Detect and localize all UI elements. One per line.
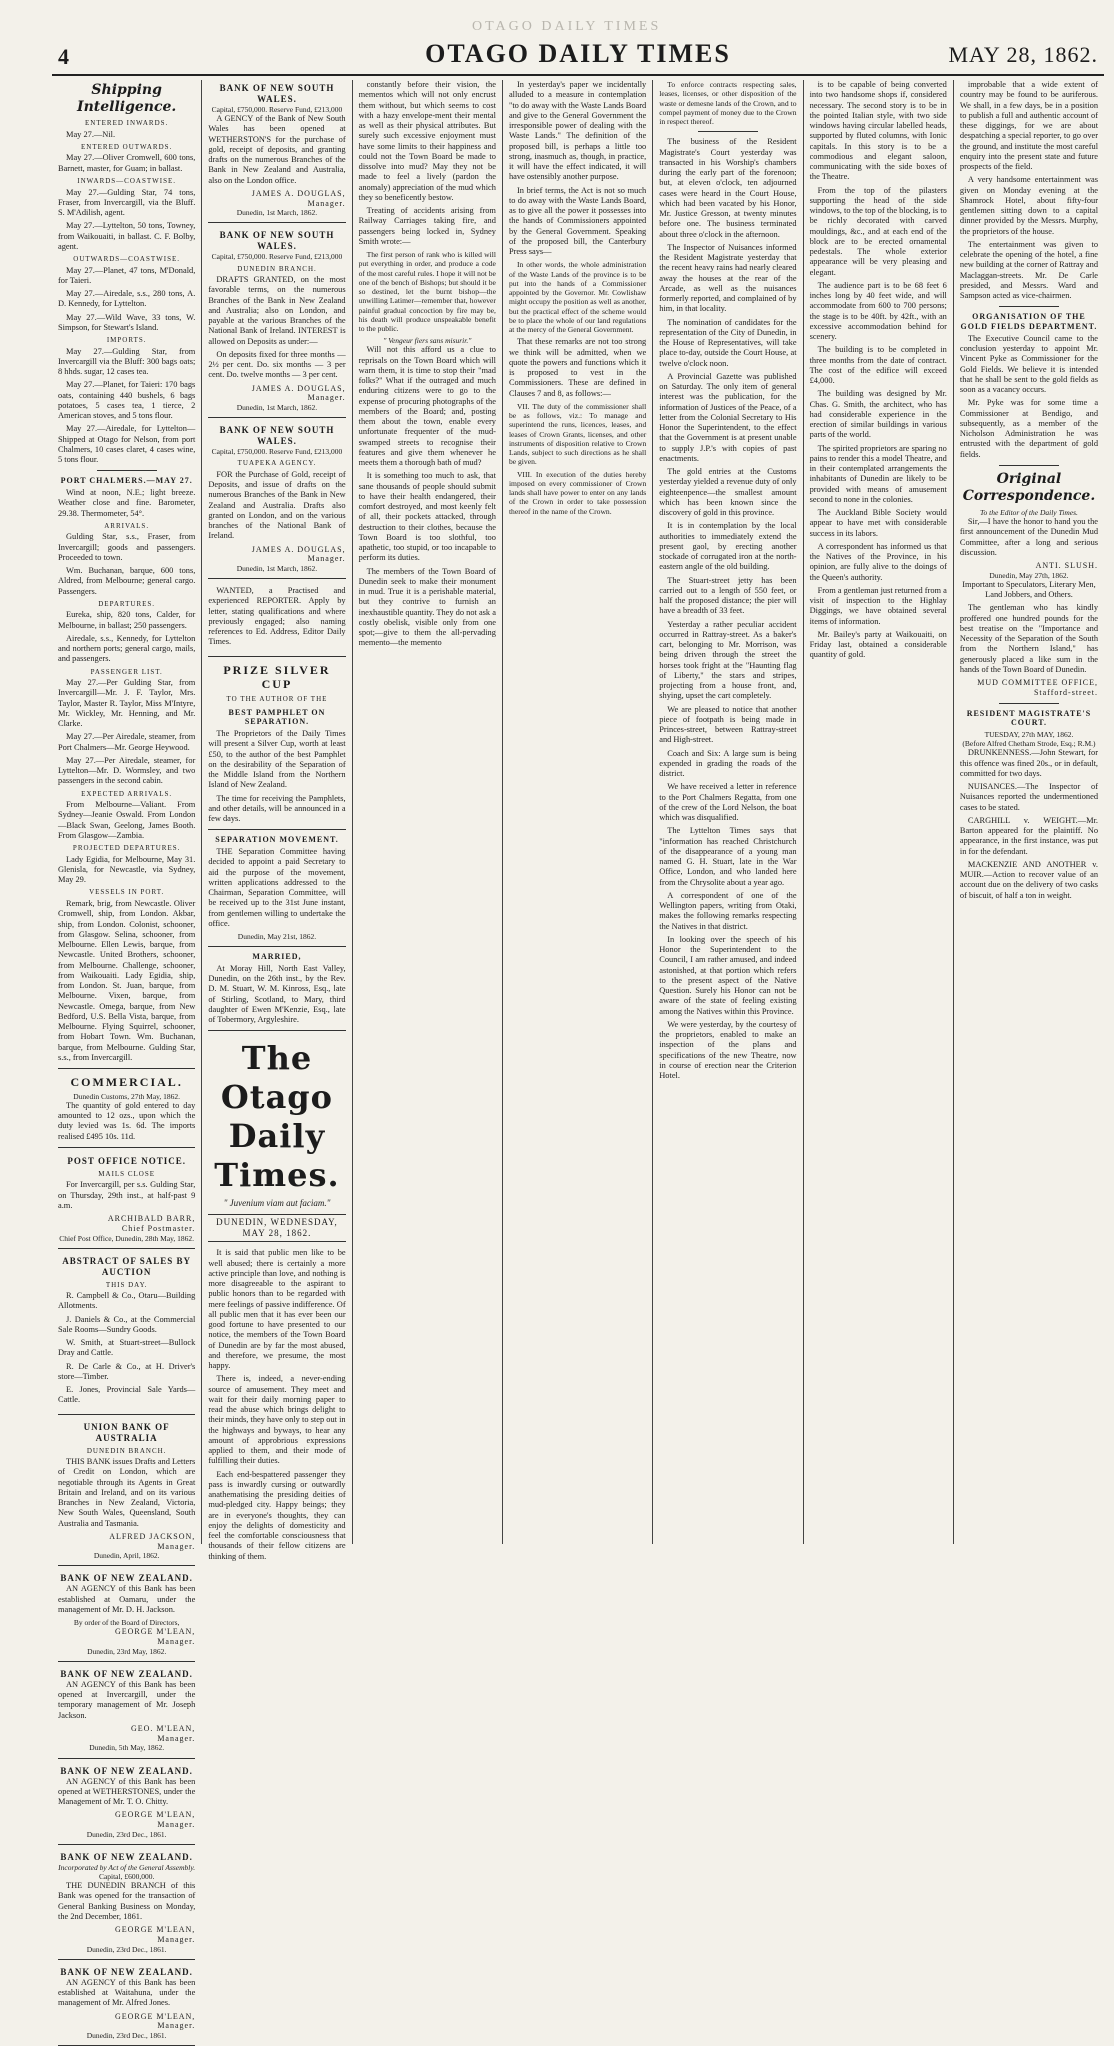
outwards-coastwise-entry: May 27.—Planet, 47 tons, M'Donald, for Taieri.	[58, 265, 196, 285]
newspaper-page	[52, 16, 1104, 2041]
post-office-text: For Invercargill, per s.s. Gulding Star, on Thursday, 29th inst., at half-past 9 a.m.	[58, 1180, 196, 1210]
bnz-incorporated: Incorporated by Act of the General Assembly.	[58, 1862, 196, 1872]
news-item: Mr. Bailey's party at Waikouaiti, on Friday last, obtained a considerable quantity of gold.	[809, 629, 947, 660]
news-item: The business of the Resident Magistrate's Court yesterday was transacted in his Worship's chambers during the early part of the forenoon; but, at eleven o'clock, ten adjourned cases were heard in the Court House, which had been vacated by his Honor, Mr. Justice Gresson, at twenty minutes before one. The business terminated about three o'clock in the afternoon.	[659, 137, 797, 239]
leader-paragraph: It is said that public men like to be well abused; there is certainly a more active principle than love, and nothing is more disagreeable to the aspirant to public honors than to be regarded with mere feelings of passive indifference. Of all public men that it has ever been our good fortune to have presented to our notice, the members of the Town Board of Dunedin are by far the most abused, and therefore, we presume, the most happy.	[208, 1248, 346, 1371]
news-item: A Provincial Gazette was published on Saturday. The only item of general interest was the publication, for the information of Justices of the Peace, of a letter from the Colonial Secretary to His Honor the Superintendent, to the effect that the Government is at present unable to supply J.P.'s with copies of past enactments.	[659, 371, 797, 463]
union-bank-date: Dunedin, April, 1862.	[93, 1551, 160, 1561]
divider	[58, 1068, 195, 1069]
quoted-passage: In other words, the whole administration of the Waste Lands of the province is to be put into the hands of a Commissioner appointed by the Governor. Mr. Cowlishaw might occupy the position as well as another, but the practical effect of the scheme would be to place the whole of our land regulations at the mercy of the General Government.	[508, 260, 647, 334]
wanted-text: WANTED, a Practised and experienced REPORTER. Apply by letter, stating qualifications and where previously engaged; also naming references to Ed. Address, Editor Daily Times.	[208, 586, 346, 647]
news-item: Coach and Six: A large sum is being expended in grading the roads of the district.	[659, 748, 797, 778]
nsw-date: Dunedin, 1st March, 1862.	[236, 403, 318, 413]
mud-committee-address: Stafford-street.	[1033, 687, 1099, 697]
nsw-text: A GENCY of the Bank of New South Wales has been opened at WETHERSTON'S for the purchase of gold, receipt of deposits, and granting drafts on the numerous Branches of the Bank in New Zealand and Australia, also on the London office.	[208, 114, 346, 185]
newspaper-flag: The Otago Daily Times.	[214, 1039, 340, 1195]
news-item: The Inspector of Nuisances informed the Resident Magistrate yesterday that the recent heavy rains had nearly cleared away the houses at the rear of the Arcade, as well as the nuisances formerly reported, and complained of by him, in that locality.	[659, 242, 797, 314]
nsw-wetherstones-ad	[208, 80, 345, 223]
bnz-signature: GEORGE M'LEAN,	[114, 2011, 196, 2021]
nsw-agency: TUAPEKA AGENCY.	[237, 459, 317, 468]
publication-date: MAY 28, 1862.	[948, 42, 1098, 67]
nsw-dunedin-ad	[208, 227, 345, 418]
court-before: (Before Alfred Chetham Strode, Esq.; R.M.)	[962, 739, 1096, 749]
mails-close-heading: MAILS CLOSE	[98, 1169, 155, 1178]
mud-notice-heading: Important to Speculators, Literary Men, Land Jobbers, and Others.	[962, 579, 1096, 600]
divider	[208, 1030, 345, 1031]
vessels-in-port-heading: VESSELS IN PORT.	[89, 888, 165, 897]
news-item: The entertainment was given to celebrate the opening of the hotel, a fine new building at the corner of Rattray and Maclaggan-streets. Mr. De Carle presided, and Messrs. Ward and Sampson acted as vice-chairmen.	[959, 239, 1099, 300]
news-item: The gold entries at the Customs yesterday yielded a revenue duty of only eighteenpence—the smallest amount which has been known since the discovery of gold in this province.	[659, 467, 797, 517]
bnz-signature: GEORGE M'LEAN,	[114, 1925, 196, 1935]
divider	[208, 946, 345, 947]
leader-paragraph: It is something too much to ask, that sane thousands of people should submit to have their health endangered, their comfort destroyed, and most keenly felt of all, their pockets attacked, through destruction to their clothes, because the Town Board is too slothful, too apathetic, too stupid, or too incapable to perform its duties.	[358, 471, 496, 563]
import-entry: May 27.—Planet, for Taieri: 170 bags oats, containing 440 bushels, 6 bags potatoes, 5 cases tea, 1 tierce, 2 American stoves, and 5 tons flour.	[58, 380, 196, 421]
bnz-by-order: By order of the Board of Directors,	[73, 1618, 180, 1628]
news-item: A very handsome entertainment was given on Monday evening at the Shamrock Hotel, about fifty-four gentlemen sitting down to a capital dinner provided by the Messrs. Murphy, the proprietors of the house.	[959, 175, 1099, 236]
nsw-text: FOR the Purchase of Gold, receipt of Deposits, and issue of drafts on the numerous Branches of the Bank in New Zealand and Australia. Drafts also granted on London, and on the various branches of the National Bank of Ireland.	[208, 469, 346, 541]
nsw-signature: JAMES A. DOUGLAS,	[251, 188, 346, 198]
prize-cup-sub1: TO THE AUTHOR OF THE	[226, 694, 328, 703]
news-item: The spirited proprietors are sparing no pains to render this a model Theatre, and in their contemplated arrangements the inhabitants of Dunedin are likely to be provided with means of amusement second to none in the colonies.	[809, 443, 947, 504]
news-item: The Executive Council came to the conclusion yesterday to appoint Mr. Vincent Pyke as Commissioner for the Gold Fields. We believe it is intended that he shall be sent to the gold fields as soon as a vacancy occurs.	[959, 333, 1099, 394]
post-office-notice	[58, 1153, 195, 1249]
coastwise-entry: May 27.—Gulding Star, 74 tons, Fraser, from Invercargill, via the Bluff. S. M'Adilish, agent.	[58, 187, 196, 217]
bnz-wetherstones-ad	[58, 1763, 195, 1845]
ghost-bleedthrough-text: OTAGO DAILY TIMES	[472, 19, 662, 34]
court-case: CARGHILL v. WEIGHT.—Mr. Barton appeared for the plaintiff. No appearance, in the first instance, was put in for the defendant.	[959, 815, 1099, 856]
entered-outwards-heading: ENTERED OUTWARDS.	[81, 142, 173, 151]
bnz-invercargill-ad	[58, 1666, 195, 1759]
leader-paragraph: Will not this afford us a clue to reprisals on the Town Board which will warn them, it is time to stop their "mad folks?" What if the outraged and much enduring citizens were to go to the expense of procuring photographs of the members of the Board; and, posting them about the town, enable every unfortunate frequenter of the mud-swamped streets to recognise their features and give them whenever he meets them a thorough bath of mud?	[358, 345, 496, 468]
newspaper-motto: " Juvenium viam aut faciam."	[223, 1197, 331, 1208]
gold-fields-heading: ORGANISATION OF THE GOLD FIELDS DEPARTMENT.	[960, 312, 1098, 331]
bnz-text: AN AGENCY of this Bank has been established at Waitahuna, under the management of Mr. Alfred Jones.	[58, 1977, 196, 2008]
page-number: 4	[58, 44, 69, 69]
news-item: The nomination of candidates for the representation of the City of Dunedin, in the House of Representatives, will take place to-day, outside the Court House, at twelve o'clock noon.	[659, 317, 797, 368]
letter-text: Sir,—I have the honor to hand you the first announcement of the Dunedin Mud Committee, after a long and serious discussion.	[959, 517, 1099, 557]
union-bank-role: Manager.	[157, 1541, 196, 1551]
prize-cup-title: PRIZE SILVER CUP	[223, 662, 331, 692]
nsw-rates: On deposits fixed for three months — 2½ per cent. Do. six months — 3 per cent. Do. twelve months — 3 per cent.	[208, 349, 346, 380]
mud-committee-signature: MUD COMMITTEE OFFICE,	[977, 678, 1099, 688]
divider	[698, 131, 758, 132]
divider	[999, 306, 1059, 307]
news-item: The building was designed by Mr. Chas. G. Smith, the architect, who has had considerable experience in the erection of similar buildings in various parts of the world.	[809, 389, 947, 440]
column-1	[52, 80, 202, 2041]
arrivals-heading: ARRIVALS.	[104, 521, 150, 530]
post-office-title: POST OFFICE NOTICE.	[67, 1155, 186, 1166]
sale-entry: R. Campbell & Co., Otaru—Building Allotments.	[58, 1291, 196, 1311]
nsw-branch: DUNEDIN BRANCH.	[237, 264, 317, 273]
news-item: Yesterday a rather peculiar accident occurred in Rattray-street. As a baker's cart, belonging to Mr. Morrison, was being driven through the street the horses took fright at the "Haunting flag of Liberty," the stars and stripes, projecting from a house front, and, shying, upset the cart completely.	[659, 619, 797, 701]
nsw-role: Manager.	[307, 198, 346, 208]
bnz-waitahuna-ad	[58, 1964, 195, 2046]
court-case: NUISANCES.—The Inspector of Nuisances reported the undermentioned cases to be stated.	[959, 782, 1099, 812]
correspondence-title: Original Correspondence.	[962, 470, 1096, 504]
leader-paragraph: constantly before their vision, the mementos which will not only encrust them without, but which seems to cost with a hazy envelope-ment their mental as well as their physical attributes. But surely such excessive enjoyment must have some limits to their happiness and could not the Town Board be made to dissolve into mud? May they not be made to feel a lively (pardon the anomaly) appreciation of the mud which they so beneficently bestow.	[358, 80, 496, 202]
outwards-entry: May 27.—Oliver Cromwell, 600 tons, Barnett, master, for Guam; in ballast.	[58, 153, 196, 173]
news-item: It is in contemplation by the local authorities to immediately extend the present gaol, by erecting another stockade of corrugated iron at the north-eastern angle of the old building.	[659, 521, 797, 572]
bnz-title: BANK OF NEW ZEALAND.	[60, 1851, 193, 1862]
editorial-dateline: DUNEDIN, WEDNESDAY, MAY 28, 1862.	[208, 1214, 345, 1242]
weather-report: Wind at noon, N.E.; light breeze. Weather close and fine. Barometer, 29.38. Thermometer, 54°.	[58, 488, 196, 518]
departure-entry: Eureka, ship, 820 tons, Calder, for Melbourne, in ballast; 250 passengers.	[58, 610, 196, 630]
news-item: In looking over the speech of his Honor the Superintendent to the Council, I am rather amused, and indeed astonished, at that portion which refers to the present aspect of the Native Question. Surely his Honor can not be aware of the state of feeling existing among the Natives within this Province.	[659, 934, 797, 1016]
union-bank-text: THIS BANK issues Drafts and Letters of Credit on London, which are negotiable through its Agents in Great Britain and Ireland, and on its various Branches in New Zealand, Victoria, New South Wales, Queensland, South Australia and Tasmania.	[58, 1457, 196, 1528]
news-item: The Auckland Bible Society would appear to have met with considerable success in its labors.	[809, 508, 947, 538]
passenger-list-heading: PASSENGER LIST.	[90, 667, 163, 676]
news-item: We have received a letter in reference to the Port Chalmers Regatta, from one of the crew of the Lord Nelson, the boat which was disqualified.	[659, 782, 797, 822]
quote-attribution: " Vengeur fiers sans misurir."	[383, 336, 472, 346]
news-item: We were yesterday, by the courtesy of the proprietors, enabled to make an inspection of the plans and specifications of the new Theatre, now in course of erection near the Criterion Hotel.	[659, 1019, 797, 1080]
clause-text: VIII. In execution of the duties hereby imposed on every commissioner of Crown lands shall have power to enter on any lands of the Crown in order to take possession thereof in the name of the Crown.	[508, 469, 647, 516]
bnz-title: BANK OF NEW ZEALAND.	[60, 1765, 193, 1776]
bnz-date: Dunedin, 23rd Dec., 1861.	[86, 2031, 167, 2041]
entered-inwards-heading: ENTERED INWARDS.	[85, 119, 169, 128]
nsw-capital: Capital, £750,000. Reserve Fund, £213,000	[211, 447, 343, 457]
bnz-role: Manager.	[157, 1733, 196, 1743]
shipping-title: Shipping Intelligence.	[77, 82, 177, 116]
departures-heading: DEPARTURES.	[98, 599, 156, 608]
bnz-text: AN AGENCY of this Bank has been opened at WETHERSTONES, under the Management of Mr. T. O. Chitty.	[58, 1776, 196, 1807]
leader-paragraph: That these remarks are not too strong we think will be admitted, when we quote the powers and functions which it is proposed to vest in the Commissioners. These are defined in Clauses 7 and 8, as follows:—	[508, 337, 647, 398]
bnz-title: BANK OF NEW ZEALAND.	[60, 1966, 193, 1977]
bnz-role: Manager.	[157, 1637, 196, 1647]
bnz-signature: GEORGE M'LEAN,	[114, 1810, 196, 1820]
bnz-title: BANK OF NEW ZEALAND.	[60, 1668, 193, 1679]
married-title: MARRIED,	[252, 952, 302, 962]
post-office-place: Chief Post Office, Dunedin, 28th May, 1862.	[59, 1233, 195, 1243]
prize-cup-text: The Proprietors of the Daily Times will present a Silver Cup, worth at least £50, to the author of the best Pamphlet on the desirability of the Separation of the Middle Island from the Northern Island of New Zealand.	[208, 729, 346, 790]
nsw-signature: JAMES A. DOUGLAS,	[251, 544, 346, 554]
departure-entry: Airedale, s.s., Kennedy, for Lyttelton and northern ports; general cargo, mails, and passengers.	[58, 633, 196, 664]
auction-title: ABSTRACT OF SALES BY AUCTION	[62, 1255, 192, 1277]
nsw-title: BANK OF NEW SOUTH WALES.	[219, 425, 335, 447]
news-item: We are pleased to notice that another piece of footpath is being made in Princes-street, between Rattray-street and High-street.	[659, 704, 797, 745]
divider	[999, 703, 1059, 704]
news-item: improbable that a wide extent of country may be found to be auriferous. We shall, in a few days, be in a position to publish a full and authentic account of these diggings, for we are about despatching a special reporter, to go over the ground, and institute the most careful enquiry into the present state and future prospects of the field.	[959, 80, 1099, 171]
sale-entry: W. Smith, at Stuart-street—Bullock Dray and Cattle.	[58, 1338, 196, 1358]
import-entry: May 27.—Gulding Star, from Invercargill via the Bluff: 300 bags oats; 8 hhds. sugar, 12 cases tea.	[58, 346, 196, 377]
court-case: MACKENZIE AND ANOTHER v. MUIR.—Action to recover value of an account due on the delivery of two casks of biscuit, of half a ton in weight.	[959, 859, 1099, 900]
letter-date: Dunedin, May 27th, 1862.	[989, 570, 1069, 580]
news-item: The Stuart-street jetty has been carried out to a length of 550 feet, or half the proposed distance; the pier will have a breadth of 33 feet.	[659, 575, 797, 616]
sale-entry: R. De Carle & Co., at H. Driver's store—Timber.	[58, 1361, 196, 1381]
nsw-date: Dunedin, 1st March, 1862.	[236, 208, 318, 218]
inwards-coastwise-heading: INWARDS—COASTWISE.	[77, 176, 176, 185]
news-item: The audience part is to be 68 feet 6 inches long by 40 feet wide, and will accommodate from 600 to 700 persons; the stage is to be 40ft. by 42ft., with an excessive accommodation behind for scenery.	[809, 280, 947, 341]
vessels-list: Remark, brig, from Newcastle. Oliver Cromwell, ship, from London. Akbar, ship, from London. Colonist, schooner, from Glasgow. Selina, schooner, from Melbourne. Ellen Lewis, barque, from Newcastle. United Brothers, schooner, from Melbourne. Challenge, schooner, from Waikouaiti. Lady Egidia, ship, from London. St. Juan, barque, from Melbourne. Vixen, barque, from Newcastle. Omega, barque, from New Bedford, U.S. Bella Vista, barque, from Melbourne. Flying Squirrel, schooner, from Hobart Town. Wm. Buchanan, barque, from Melbourne. Gulding Star, s.s., from Invercargill.	[58, 899, 196, 1062]
leader-paragraph: In yesterday's paper we incidentally alluded to a measure in contemplation "to do away with the Waste Lands Board and give to the General Government the irresponsible power of dealing with the Waste Lands." The definition of the proposed bill, is perhaps a little too strong, inasmuch as, though, in practice, it will have the effect indicated, it will have ostensibly another purpose.	[508, 80, 647, 182]
nsw-role: Manager.	[307, 554, 346, 564]
bnz-dunedin-ad	[58, 1849, 195, 1960]
bnz-text: THE DUNEDIN BRANCH of this Bank was opened for the transaction of General Banking Business on Monday, the 2nd December, 1861.	[58, 1881, 196, 1921]
court-date: TUESDAY, 27th MAY, 1862.	[984, 730, 1074, 740]
leader-paragraph: Treating of accidents arising from Railway Carriages taking fire, and passengers being locked in, Sydney Smith wrote:—	[358, 206, 496, 246]
news-item: Mr. Pyke was for some time a Commissioner at Bendigo, and subsequently, as a member of the Nicholson Administration he was entrusted with the department of gold fields.	[959, 398, 1099, 459]
clause-list-item: To enforce contracts respecting sales, leases, licenses, or other disposition of the waste or demesne lands of the Crown, and to compel payment of money due to the Crown in respect thereof.	[659, 80, 797, 126]
bnz-capital: Capital, £600,000.	[98, 1872, 155, 1882]
divider	[999, 465, 1059, 466]
outwards-coastwise-entry: May 27.—Airedale, s.s., 280 tons, A. D. Kennedy, for Lyttelton.	[58, 289, 196, 309]
nsw-text: DRAFTS GRANTED, on the most favorable terms, on the numerous Branches of the Bank in New Zealand and Australia; also on London, and payable at the various Branches of the National Bank of Ireland. INTEREST is allowed on Deposits as under:—	[208, 275, 346, 346]
auction-subtitle: THIS DAY.	[105, 1280, 148, 1289]
port-chalmers-heading: PORT CHALMERS.—MAY 27.	[60, 476, 193, 486]
import-entry: May 27.—Airedale, for Lyttelton—Shipped at Otago for Nelson, from port Chalmers, 10 cases claret, 4 cases wine, 5 tons flour.	[58, 424, 196, 465]
outwards-coastwise-heading: OUTWARDS—COASTWISE.	[73, 255, 180, 263]
bnz-date: Dunedin, 23rd Dec., 1861.	[86, 1829, 167, 1839]
passenger-entry: May 27.—Per Gulding Star, from Invercargill—Mr. J. F. Taylor, Mrs. Taylor, Master R. Taylor, Miss M'Intyre, Mr. Wickley, Mr. Henning, and Mr. Clarke.	[58, 678, 196, 729]
leader-paragraph: The members of the Town Board of Dunedin seek to make their monument in mud. True it is a perishable material, but they contrive to furnish an inexhaustible quantity. They do not ask a costly obelisk, visible only from one spot;—give to them the all-pervading memento—the memento	[358, 566, 496, 648]
arrival-entry: Wm. Buchanan, barque, 600 tons, Aldred, from Melbourne; general cargo. Passengers.	[58, 566, 196, 596]
outwards-coastwise-entry: May 27.—Wild Wave, 33 tons, W. Simpson, for Stewart's Island.	[58, 312, 196, 332]
leader-paragraph: There is, indeed, a never-ending source of amusement. They meet and wait for their daily morning paper to read the abuse which brings delight to their minds, they have only to step out in the highways and byways, to hear any amount of approbrious expressions applied to them, and their mode of fulfilling their duties.	[208, 1374, 346, 1466]
wanted-ad	[208, 583, 345, 657]
mud-notice-text: The gentleman who has kindly proffered one hundred pounds for the best treatise on the "Importance and Necessity of the Separation of the South from the Northern Island," has generously placed a like sum in the hands of the Town Board of Dunedin.	[959, 603, 1099, 674]
news-item: The Lyttelton Times says that "information has reached Christchurch of the disappearance of a young man named G. H. Stuart, late in the War Office, London, and who landed here from the Chrysolite about a year ago.	[659, 826, 797, 887]
nsw-signature: JAMES A. DOUGLAS,	[251, 383, 346, 393]
news-item: A correspondent of one of the Wellington papers, writing from Otaki, makes the following remarks respecting the Natives in that district.	[659, 890, 797, 931]
projected-departures-heading: PROJECTED DEPARTURES.	[72, 844, 181, 853]
nsw-capital: Capital, £750,000. Reserve Fund, £213,000	[211, 104, 343, 114]
column-2	[202, 80, 352, 1561]
projected-entry: Lady Egidia, for Melbourne, May 31. Glenisla, for Newcastle, via Sydney, May 29.	[58, 854, 196, 885]
column-6	[804, 80, 954, 1544]
bnz-date: Dunedin, 5th May, 1862.	[89, 1743, 165, 1753]
news-item: is to be capable of being converted into two handsome shops if, considered necessary. The second story is to be in the pointed Italian style, with two side windows having circular labelled heads, supported by fluted columns, with Ionic capitals. In this story is to be a commodious and elegant saloon, communicating with the side boxes of the Theatre.	[809, 80, 947, 182]
news-item: From a gentleman just returned from a visit of inspection to the Highlay Diggings, we have obtained several items of information.	[809, 585, 947, 626]
prize-cup-text2: The time for receiving the Pamphlets, and other details, will be announced in a few days.	[208, 793, 346, 823]
nsw-title: BANK OF NEW SOUTH WALES.	[219, 83, 335, 104]
bnz-oamaru-ad	[58, 1570, 195, 1662]
union-bank-signature: ALFRED JACKSON,	[109, 1531, 196, 1541]
separation-text: THE Separation Committee having decided to appoint a paid Secretary to aid the purpose of the movement, written applications addressed to the Chairman, Separation Committee, will be received up to the 31st June instant, from gentlemen willing to undertake the office.	[208, 847, 346, 928]
passenger-entry: May 27.—Per Airedale, steamer, for Lyttelton—Mr. D. Wormsley, and two passengers in the second cabin.	[58, 755, 196, 786]
union-bank-ad	[58, 1419, 195, 1567]
nsw-tuapeka-ad	[208, 422, 345, 579]
leader-paragraph: Each end-bespattered passenger they pass is inwardly cursing or outwardly anathematising the presiding deities of mud-pledged city. Happy beings; they are in everyone's thoughts, they can enjoy the delights of domesticity and feel the comfortable consciousness that thousands of their fellow citizens are thinking of them.	[208, 1469, 346, 1561]
column-3	[353, 80, 503, 1544]
bnz-signature: GEO. M'LEAN,	[130, 1723, 196, 1733]
column-7	[954, 80, 1104, 1544]
bnz-title: BANK OF NEW ZEALAND.	[60, 1573, 193, 1584]
news-item: From the top of the pilasters supporting the head of the side windows, to the top of the blocking, is to be richly decorated with carved mouldings, &c., and at each end of the block are to be erected ornamental pedestals. The whole exterior appearance will be very pleasing and elegant.	[809, 185, 947, 277]
column-4	[503, 80, 653, 1544]
passenger-entry: May 27.—Per Airedale, steamer, from Port Chalmers—Mr. George Heywood.	[58, 732, 196, 752]
sale-entry: E. Jones, Provincial Sale Yards—Cattle.	[58, 1385, 196, 1405]
divider	[97, 470, 157, 471]
union-bank-subtitle: DUNEDIN BRANCH.	[86, 1446, 167, 1455]
expected-arrivals-heading: EXPECTED ARRIVALS.	[81, 789, 173, 798]
court-case: DRUNKENNESS.—John Stewart, for this offence was fined 20s., or in default, committed for two days.	[959, 748, 1099, 778]
bnz-text: AN AGENCY of this Bank has been established at Oamaru, under the management of Mr. D. H. Jackson.	[58, 1584, 196, 1614]
auction-abstract	[58, 1253, 195, 1415]
customs-report: The quantity of gold entered to day amounted to 12 ozs., upon which the duty levied was 1s. 6d. The imports realised £495 10s. 11d.	[58, 1100, 196, 1141]
customs-dateline: Dunedin Customs, 27th May, 1862.	[73, 1091, 181, 1101]
leader-paragraph: In brief terms, the Act is not so much to do away with the Waste Lands Board, as to give all the power it possesses into the hands of Commissioners appointed by the General Government. Speaking of the proposed bill, the Canterbury Press says—	[508, 185, 647, 256]
bnz-role: Manager.	[157, 2021, 196, 2031]
commercial-heading: COMMERCIAL.	[70, 1075, 183, 1089]
inwards-entry: May 27.—Nil.	[66, 129, 116, 139]
nsw-role: Manager.	[307, 393, 346, 403]
divider	[58, 1147, 195, 1148]
masthead	[52, 16, 1104, 76]
divider	[208, 829, 345, 830]
news-item: The building is to be completed in three months from the date of contract. The cost of the edifice will exceed £4,000.	[809, 345, 947, 385]
paper-name: OTAGO DAILY TIMES	[425, 39, 731, 68]
imports-heading: IMPORTS.	[106, 336, 147, 345]
sale-entry: J. Daniels & Co., at the Commercial Sale Rooms—Sundry Goods.	[58, 1314, 196, 1334]
bnz-role: Manager.	[157, 1934, 196, 1944]
bnz-date: Dunedin, 23rd May, 1862.	[87, 1646, 167, 1656]
bnz-date: Dunedin, 23rd Dec., 1861.	[86, 1944, 167, 1954]
quoted-passage: The first person of rank who is killed will put everything in order, and produce a code of the most careful rules. I hope it will not be one of the bench of Bishops; but should it be so destined, let the burnt bishop—the unwilling Latimer—remember that, however painful gradual concoction by fire may be, his death will produce unspeakable benefit to the public.	[358, 250, 496, 333]
court-heading: RESIDENT MAGISTRATE'S COURT.	[966, 708, 1092, 728]
arrival-entry: Gulding Star, s.s., Fraser, from Invercargill; goods and passengers. Proceeded to town.	[58, 532, 196, 562]
news-item: A correspondent has informed us that the Natives of the Province, in his opinion, are fully alive to the doings of the Queen's authority.	[809, 541, 947, 582]
clause-text: VII. The duty of the commissioner shall be as follows, viz.: To manage and superintend the runs, licences, leases, and leases of Crown Grants, licenses, and other instruments of disposition relative to Crown Lands, subject to such directions as he shall be given.	[508, 401, 647, 467]
married-text: At Moray Hill, North East Valley, Dunedin, on the 26th inst., by the Rev. D. M. Stuart, W. M. Kinross, Esq., late of Stirling, Scotland, to Mary, third daughter of Ewen M'Kenzie, Esq., late of Tobermory, Argyleshire.	[208, 963, 346, 1025]
bnz-role: Manager.	[157, 1820, 196, 1830]
separation-date: Dunedin, May 21st, 1862.	[237, 932, 317, 941]
expected-entry: From Melbourne—Valiant. From Sydney—Jeanie Oswald. From London—Black Swan, Geelong, James Booth. From Glasgow—Zambia.	[58, 800, 196, 840]
bnz-text: AN AGENCY of this Bank has been opened at Invercargill, under the temporary management of Mr. Joseph Jackson.	[58, 1679, 196, 1720]
postmaster-title: Chief Postmaster.	[121, 1223, 196, 1233]
nsw-date: Dunedin, 1st March, 1862.	[236, 564, 318, 574]
separation-title: SEPARATION MOVEMENT.	[215, 835, 339, 845]
letter-signature: ANTI. SLUSH.	[1035, 561, 1099, 571]
prize-cup-sub2: BEST PAMPHLET ON SEPARATION.	[228, 707, 326, 727]
union-bank-title: UNION BANK OF AUSTRALIA	[83, 1421, 170, 1443]
postmaster-name: ARCHIBALD BARR,	[107, 1214, 196, 1224]
nsw-capital: Capital, £750,000. Reserve Fund, £213,000	[211, 252, 343, 262]
columns	[52, 80, 1104, 2041]
column-5	[653, 80, 803, 1544]
correspondence-subtitle: To the Editor of the Daily Times.	[980, 507, 1078, 517]
coastwise-entry: May 27.—Lyttelton, 50 tons, Towney, from Waikouaiti, in ballast. C. F. Bolby, agent.	[58, 221, 196, 251]
bnz-signature: GEORGE M'LEAN,	[114, 1627, 196, 1637]
nsw-title: BANK OF NEW SOUTH WALES.	[219, 230, 335, 252]
